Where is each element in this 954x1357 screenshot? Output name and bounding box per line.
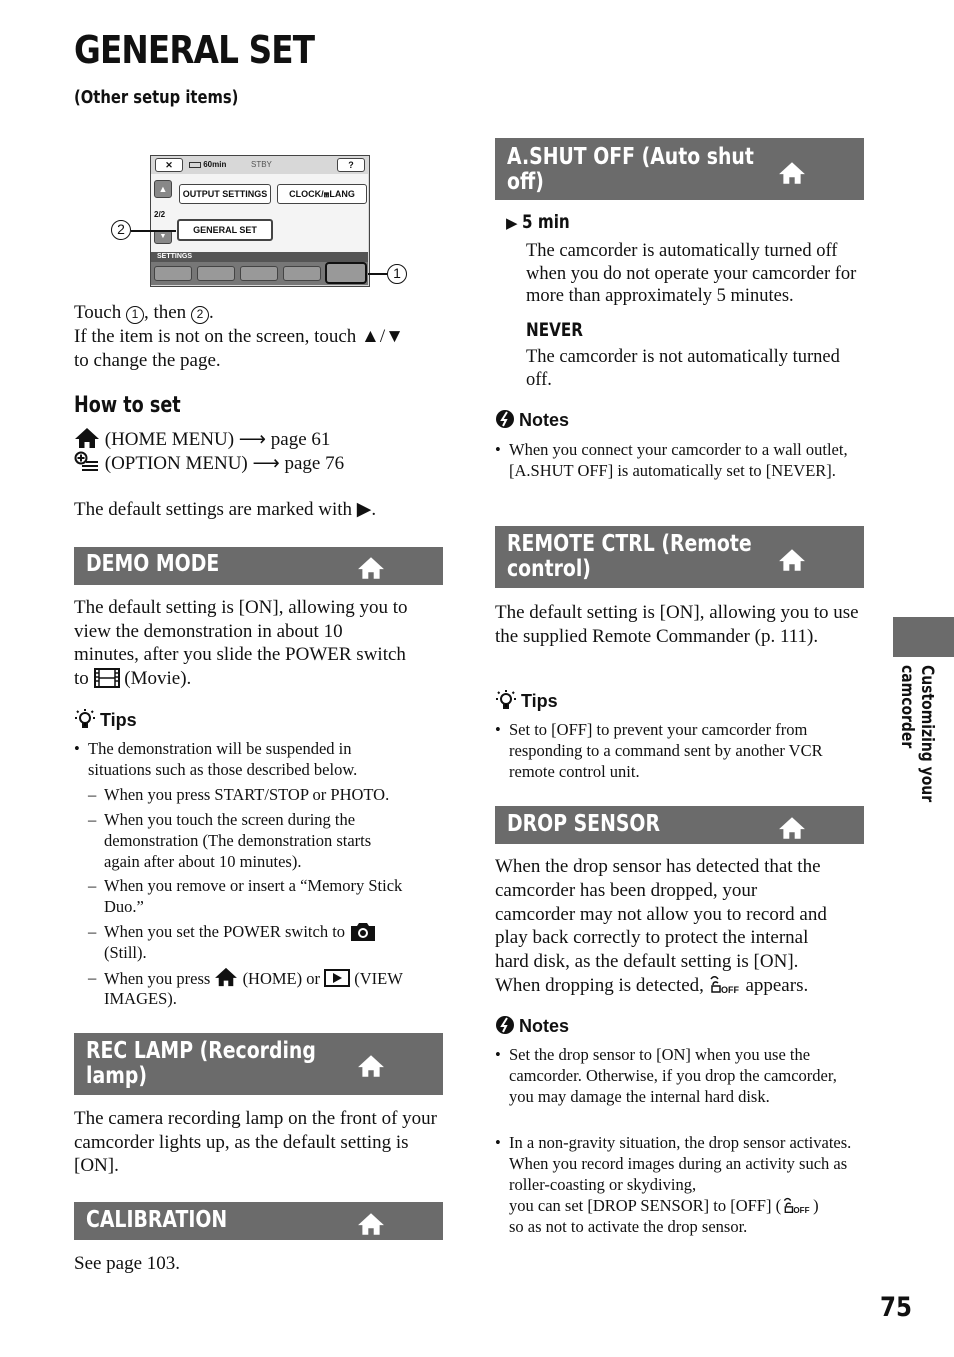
calibration-header <box>74 1202 443 1240</box>
a-shut-off-note-1: When you connect your camcorder to a wall outlet, [A.SHUT OFF] is automatically set to [NEVER]. <box>509 440 848 480</box>
drop-notes-heading-row <box>495 1015 569 1037</box>
drop-text-1: When the drop sensor has detected that the <box>495 856 821 877</box>
intro-circle-1: 1 <box>126 306 144 324</box>
chapter-side-label-text: Customizing your camcorder <box>897 665 937 803</box>
drop-notes-heading: Notes <box>519 1016 570 1036</box>
callout-2-number: 2 <box>111 220 131 240</box>
drop-note-2-part-3: so as not to activate the drop sensor. <box>509 1217 748 1236</box>
tips-bulb-icon <box>74 708 96 730</box>
close-button[interactable]: ✕ <box>155 158 183 172</box>
demo-sub-5-post: (VIEW <box>354 969 403 988</box>
remote-tip-1: Set to [OFF] to prevent your camcorder from responding to a command sent by another VCR remote control unit. <box>509 720 823 781</box>
a-shut-off-label-2: off) <box>507 169 544 195</box>
demo-tips-heading-row <box>74 708 137 731</box>
drop-note-1: Set the drop sensor to [ON] when you use the camcorder. Otherwise, if you drop the camcorder, you may damage the internal hard disk. <box>509 1045 837 1106</box>
help-button[interactable]: ? <box>337 158 365 172</box>
home-icon <box>778 160 806 186</box>
a-shut-off-option-1 <box>506 211 581 233</box>
a-shut-off-notes-heading: Notes <box>519 410 570 430</box>
drop-text-5: hard disk, as the default setting is [ON]. <box>495 951 799 972</box>
drop-text-6-pre: When dropping is detected, <box>495 975 704 996</box>
demo-sub-dash-5: – <box>88 968 97 987</box>
intro-line-3: to change the page. <box>74 350 221 371</box>
demo-text-4-post: (Movie). <box>124 668 192 689</box>
category-view-button[interactable] <box>197 266 235 281</box>
battery-indicator <box>189 160 226 169</box>
how-to-set-heading: How to set <box>74 393 181 418</box>
battery-text: 60min <box>203 160 227 169</box>
callout-1-number: 1 <box>387 264 407 284</box>
page-up-button[interactable]: ▲ <box>154 180 172 198</box>
a-shut-off-label-1: A.SHUT OFF (Auto shut <box>507 144 754 170</box>
remote-tips-heading: Tips <box>521 691 558 711</box>
general-set-button[interactable]: GENERAL SET <box>177 219 273 241</box>
demo-sub-4-pre: When you set the POWER switch to <box>104 922 346 941</box>
default-note: The default settings are marked with ▶. <box>74 499 377 520</box>
camera-icon <box>349 921 377 942</box>
category-movie-button[interactable] <box>154 266 192 281</box>
notes-icon <box>495 1015 515 1035</box>
page-down-button[interactable]: ▼ <box>154 230 172 244</box>
demo-text-3: minutes, after you slide the POWER switch <box>74 644 406 665</box>
drop-text-6-post: appears. <box>745 975 809 996</box>
calibration-text: See page 103. <box>74 1253 181 1274</box>
svg-text:OFF: OFF <box>793 1206 810 1215</box>
a-shut-off-opt2-label: NEVER <box>526 319 583 341</box>
movie-icon <box>94 668 120 688</box>
drop-note-2-part-2 <box>509 1195 819 1216</box>
intro-touch-middle: , then <box>143 302 187 323</box>
chapter-tab-marker <box>893 617 954 657</box>
callout-2 <box>111 220 131 240</box>
category-settings-button[interactable] <box>325 262 367 284</box>
drop-sensor-header <box>495 806 864 844</box>
demo-text-1: The default setting is [ON], allowing you to <box>74 597 408 618</box>
settings-strip: SETTINGS <box>151 252 368 262</box>
category-edit-button[interactable] <box>283 266 321 281</box>
page-indicator: 2/2 <box>154 210 166 219</box>
remote-tip-bullet: • <box>495 720 501 739</box>
demo-sub-dash-4: – <box>88 922 97 941</box>
demo-sub-dash-3: – <box>88 876 97 895</box>
a-shut-off-opt1-text: The camcorder is automatically turned off when you do not operate your camcorder for more than approximately 5 minutes. <box>526 241 857 306</box>
default-marker-icon: ▶ <box>506 216 518 232</box>
drop-note-bullet-2: • <box>495 1133 501 1152</box>
svg-text:OFF: OFF <box>720 985 739 995</box>
drop-text-6 <box>495 974 808 998</box>
callout-line-1 <box>368 273 387 275</box>
demo-sub-dash-2: – <box>88 810 97 829</box>
a-shut-off-note-bullet: • <box>495 440 501 459</box>
rec-lamp-text: The camera recording lamp on the front of your camcorder lights up, as the default setting is [ON]. <box>74 1108 437 1176</box>
demo-sub-1: When you press START/STOP or PHOTO. <box>104 785 390 804</box>
home-icon <box>214 967 238 987</box>
drop-sensor-off-icon <box>709 975 741 995</box>
rec-lamp-label-2: lamp) <box>86 1063 147 1089</box>
option-menu-text: (OPTION MENU) ⟶ page 76 <box>104 453 345 474</box>
option-menu-line <box>74 451 344 476</box>
demo-sub-4 <box>104 921 377 942</box>
remote-ctrl-label-1: REMOTE CTRL (Remote <box>507 531 752 557</box>
home-menu-line <box>74 427 330 452</box>
home-icon <box>778 547 806 573</box>
demo-sub-dash-1: – <box>88 785 97 804</box>
demo-mode-label: DEMO MODE <box>86 551 220 577</box>
home-icon <box>74 427 100 449</box>
demo-tip-1: The demonstration will be suspended in situations such as those described below. <box>88 739 358 779</box>
callout-1 <box>387 264 407 284</box>
remote-ctrl-label-2: control) <box>507 556 591 582</box>
intro-touch-line <box>74 301 214 325</box>
rec-lamp-label-1: REC LAMP (Recording <box>86 1038 316 1064</box>
home-icon <box>357 1211 385 1237</box>
demo-tip-bullet: • <box>74 739 80 758</box>
demo-sub-5 <box>104 967 403 989</box>
tips-bulb-icon <box>495 689 517 711</box>
demo-sub-5-line2: IMAGES). <box>104 989 177 1008</box>
option-menu-icon <box>74 451 100 473</box>
view-images-icon <box>324 969 350 987</box>
demo-tips-heading: Tips <box>100 710 137 730</box>
intro-touch-suffix: . <box>208 302 214 323</box>
drop-note-2-pre: you can set [DROP SENSOR] to [OFF] ( <box>509 1196 782 1215</box>
drop-note-2-part-1: In a non-gravity situation, the drop sensor activates. When you record images during an activity such as roller-coasting or skydiving, <box>509 1133 852 1194</box>
demo-sub-4-line2: (Still). <box>104 943 147 962</box>
notes-icon <box>495 409 515 429</box>
demo-mode-header <box>74 547 443 585</box>
page-title: GENERAL SET <box>74 28 315 72</box>
a-shut-off-header <box>495 138 864 200</box>
status-text: STBY <box>251 160 272 169</box>
home-icon <box>357 555 385 581</box>
remote-ctrl-header <box>495 526 864 588</box>
demo-sub-5-mid: (HOME) or <box>242 969 321 988</box>
output-settings-button[interactable]: OUTPUT SETTINGS <box>179 184 271 204</box>
battery-icon <box>189 162 201 168</box>
a-shut-off-opt2-text: The camcorder is not automatically turned off. <box>526 347 840 390</box>
drop-text-3: camcorder may not allow you to record and <box>495 904 827 925</box>
clock-lang-button[interactable]: CLOCK/⧆LANG <box>277 184 367 204</box>
demo-sub-5-pre: When you press <box>104 969 211 988</box>
callout-line-2 <box>131 230 176 232</box>
demo-sub-3: When you remove or insert a “Memory Stick Duo.” <box>104 876 403 916</box>
rec-lamp-header <box>74 1033 443 1095</box>
drop-note-bullet-1: • <box>495 1045 501 1064</box>
demo-text-4-pre: to <box>74 668 89 689</box>
category-list-button[interactable] <box>240 266 278 281</box>
intro-touch-prefix: Touch <box>74 302 122 323</box>
drop-sensor-label: DROP SENSOR <box>507 811 660 837</box>
page-number: 75 <box>880 1292 912 1323</box>
a-shut-off-opt1-label: 5 min <box>521 211 570 233</box>
home-menu-text: (HOME MENU) ⟶ page 61 <box>104 429 331 450</box>
demo-sub-2: When you touch the screen during the demonstration (The demonstration starts again after about 10 minutes). <box>104 810 372 871</box>
home-icon <box>357 1053 385 1079</box>
remote-ctrl-text: The default setting is [ON], allowing you to use the supplied Remote Commander (p. 111). <box>495 602 859 647</box>
intro-circle-2: 2 <box>191 306 209 324</box>
demo-text-2: view the demonstration in about 10 <box>74 621 343 642</box>
drop-text-2: camcorder has been dropped, your <box>495 880 758 901</box>
a-shut-off-notes-heading-row <box>495 409 569 431</box>
lcd-screen-illustration <box>150 155 370 287</box>
calibration-label: CALIBRATION <box>86 1207 228 1233</box>
chapter-side-label <box>897 665 937 915</box>
drop-sensor-off-icon <box>781 1197 813 1215</box>
remote-tips-heading-row <box>495 689 558 712</box>
home-icon <box>778 815 806 841</box>
intro-line-2: If the item is not on the screen, touch ▲/▼ <box>74 326 404 347</box>
drop-note-2-post: ) <box>813 1196 819 1215</box>
drop-text-4: play back correctly to protect the internal <box>495 927 809 948</box>
demo-text-4 <box>74 667 191 691</box>
page-subtitle: (Other setup items) <box>74 87 239 108</box>
